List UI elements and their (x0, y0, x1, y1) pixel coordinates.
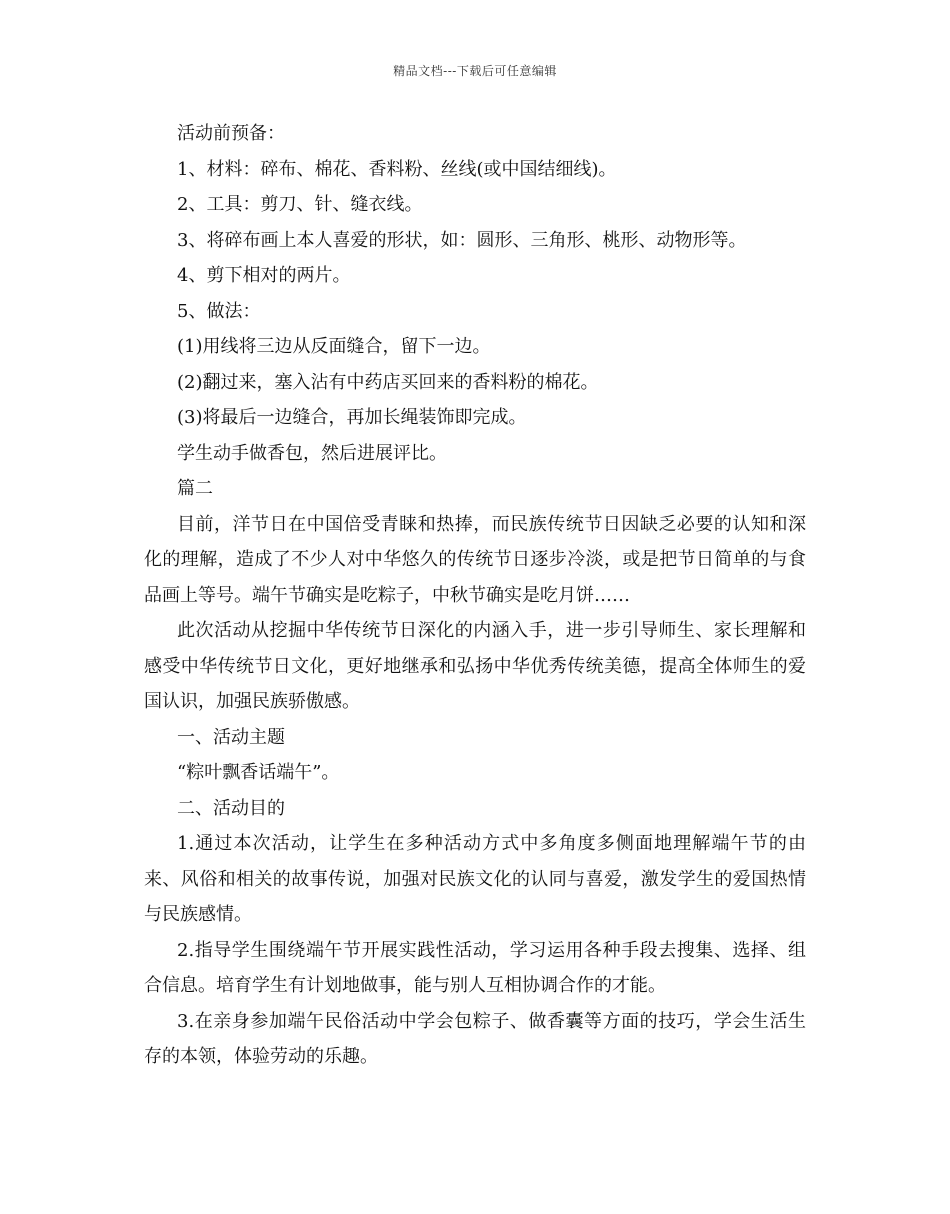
method-substep-1: (1)用线将三边从反面缝合，留下一边。 (177, 336, 491, 357)
step-method: 5、做法： (177, 300, 261, 322)
method-substep-3: (3)将最后一边缝合，再加长绳装饰即完成。 (177, 407, 527, 428)
theme-heading: 一、活动主题 (177, 726, 285, 748)
document-body (144, 116, 806, 1075)
purpose-item-1: 1.通过本次活动，让学生在多种活动方式中多角度多侧面地理解端午节的由来、风俗和相关的故事传说，加强对民族文化的认同与喜爱，激发学生的爱国热情与民族感情。 (144, 833, 806, 925)
purpose-item-3: 3.在亲身参加端午民俗活动中学会包粽子、做香囊等方面的技巧，学会生活生存的本领，体验劳动的乐趣。 (144, 1010, 806, 1067)
method-substep-2: (2)翻过来，塞入沾有中药店买回来的香料粉的棉花。 (177, 371, 599, 393)
purpose-heading: 二、活动目的 (177, 797, 285, 819)
activity-intent-paragraph: 此次活动从挖掘中华传统节日深化的内涵入手，进一步引导师生、家长理解和感受中华传统节日文化，更好地继承和弘扬中华优秀传统美德，提高全体师生的爱国认识，加强民族骄傲感。 (144, 620, 806, 712)
step-materials: 1、材料：碎布、棉花、香料粉、丝线(或中国结细线)。 (177, 158, 617, 180)
section-heading-part-two: 篇二 (177, 478, 213, 499)
step-tools: 2、工具：剪刀、针、缝衣线。 (177, 194, 423, 215)
step-draw-shape: 3、将碎布画上本人喜爱的形状，如：圆形、三角形、桃形、动物形等。 (177, 229, 747, 251)
step-cut: 4、剪下相对的两片。 (177, 265, 351, 286)
theme-title: “粽叶飘香话端午”。 (177, 762, 340, 783)
intro-paragraph: 目前，洋节日在中国倍受青睐和热捧，而民族传统节日因缺乏必要的认知和深化的理解，造成了不少人对中华悠久的传统节日逐步冷淡，或是把节日简单的与食品画上等号。端午节确实是吃粽子，中秋节确实是吃月饼…… (144, 513, 806, 606)
prep-heading: 活动前预备： (177, 123, 285, 144)
purpose-item-2: 2.指导学生围绕端午节开展实践性活动，学习运用各种手段去搜集、选择、组合信息。培育学生有计划地做事，能与别人互相协调合作的才能。 (144, 939, 806, 996)
page-header: 精品文档---下载后可任意编辑 (393, 64, 557, 78)
student-activity-line: 学生动手做香包，然后进展评比。 (177, 442, 447, 464)
